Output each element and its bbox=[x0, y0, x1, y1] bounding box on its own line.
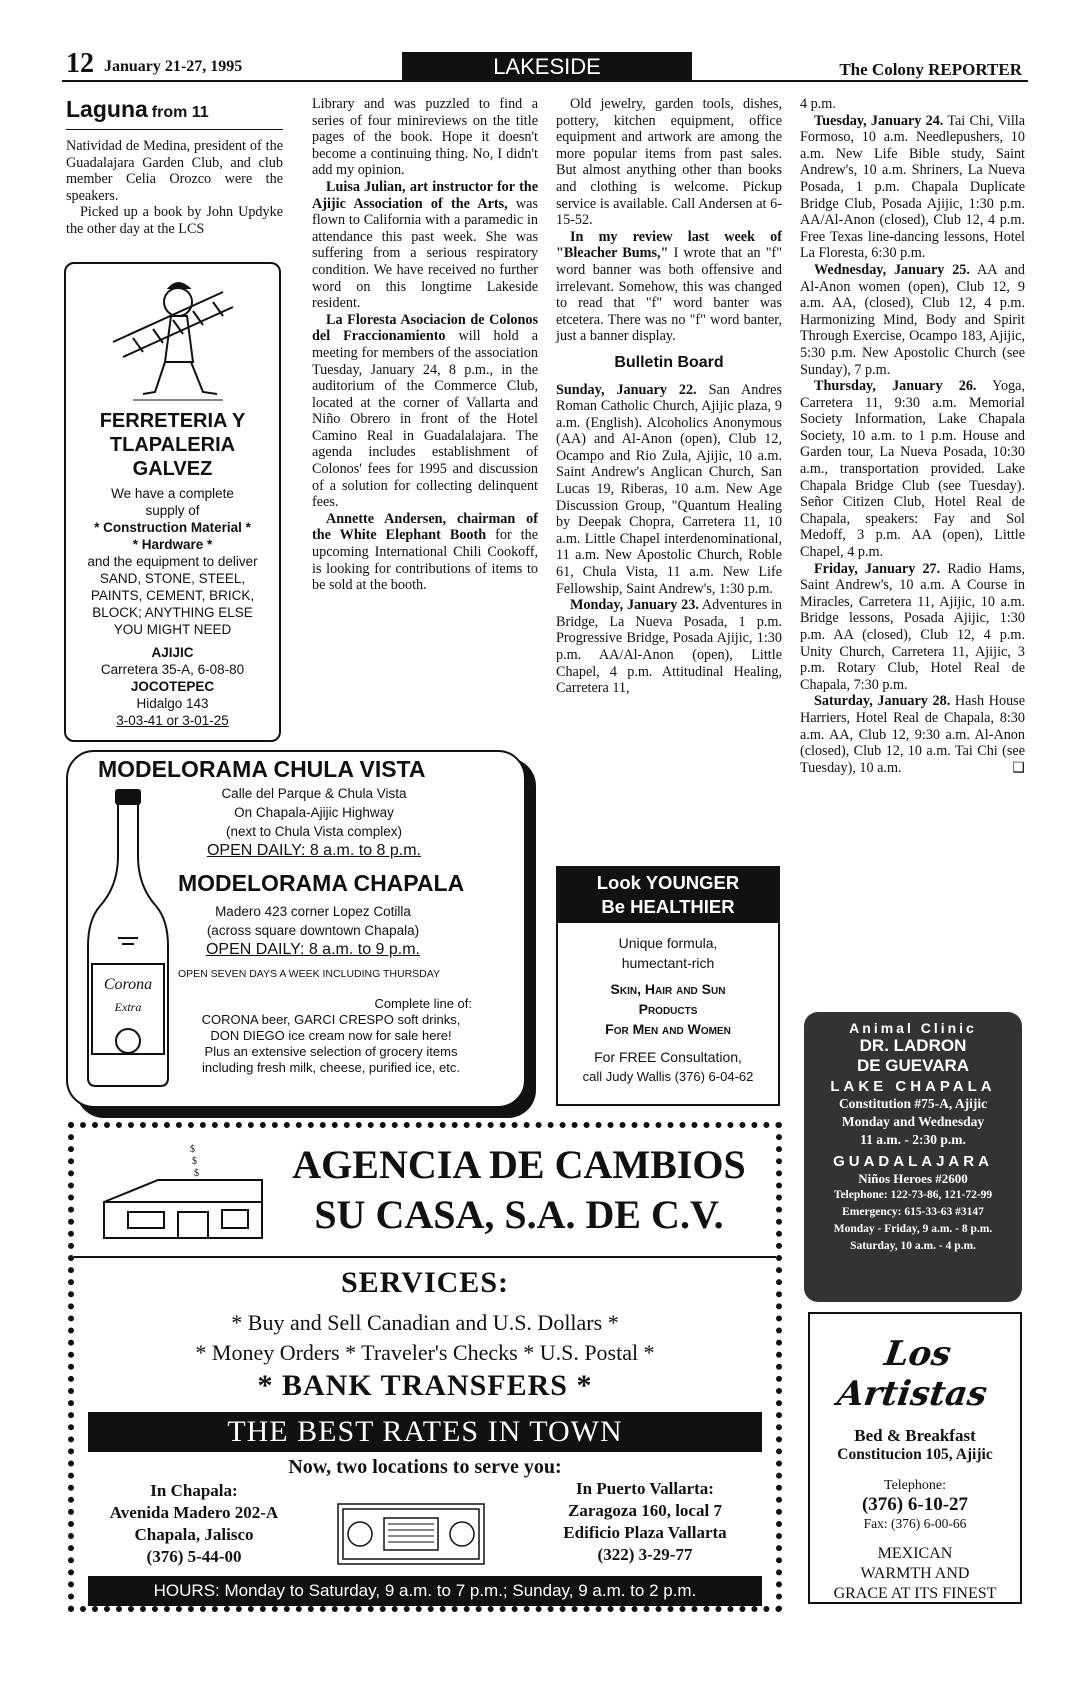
paragraph bbox=[800, 113, 1025, 262]
ad-line: Telephone: bbox=[884, 1478, 946, 1493]
body-text: Tai Chi, Villa Formoso, 10 a.m. Needlepushers, 10 a.m. New Life Bible study, Saint Andrew's, 10 a.m. Shriners, La Nueva Posada, 1 p.m. Chapala Duplicate Bridge Club, Posada Ajijic, 1:30 p.m. AA/Al-Anon (closed), Club 12, 4 p.m. Free Texas line-dancing lessons, Hotel La Floresta, 6:30 p.m. bbox=[800, 112, 1025, 262]
address-line: Chapala, Jalisco bbox=[134, 1525, 254, 1544]
ad-line: PAINTS, CEMENT, BRICK, bbox=[90, 588, 255, 603]
locations-intro: Now, two locations to serve you: bbox=[288, 1456, 562, 1478]
store-name-line: GALVEZ bbox=[132, 458, 213, 480]
ad-line: Constitution #75-A, Ajijic bbox=[838, 1096, 988, 1111]
body-text: for the upcoming International Chili Cookoff, is looking for contributions of items to be sold at the booth. bbox=[312, 527, 539, 594]
column-2 bbox=[312, 96, 538, 594]
ad-line: 3-03-41 or 3-01-25 bbox=[116, 713, 229, 728]
lead-text: Annette Andersen, chairman of the White Elephant Booth bbox=[312, 510, 538, 544]
agency-name bbox=[274, 1140, 764, 1240]
ad-line: Niños Heroes #2600 bbox=[858, 1171, 968, 1186]
lead-text: Monday, January 23. bbox=[570, 597, 699, 614]
ad-line: Products bbox=[638, 1001, 698, 1017]
ad-line: including fresh milk, cheese, purified ice, etc. bbox=[202, 1060, 460, 1075]
lead-text: In my review last week of "Bleacher Bums," bbox=[556, 228, 782, 262]
ad-line: Bed & Breakfast bbox=[854, 1426, 976, 1445]
open-days: OPEN SEVEN DAYS A WEEK INCLUDING THURSDAY bbox=[178, 968, 440, 980]
lead-text: Sunday, January 22. bbox=[556, 381, 697, 398]
body-text: was flown to California with a paramedic in attendance this past week. She was suffering from a serious respiratory condition. We have received no further word on this longtime Lakeside resident. bbox=[312, 195, 538, 312]
agency-name-line: AGENCIA DE CAMBIOS bbox=[292, 1142, 746, 1187]
body-text: AA and Al-Anon women (open), Club 12, 9 a.m. AA, (closed), Club 12, 4 p.m. Harmonizing Mind, Body and Spirit Through Exercise, Ocampo 183, Ajijic, 5:30 p.m. New Apostolic Church (see Sunday), 7 p.m. bbox=[800, 261, 1025, 378]
ad-line: * Construction Material * bbox=[94, 520, 251, 535]
paragraph bbox=[556, 229, 782, 345]
page-header bbox=[62, 48, 1028, 82]
ad-line: BLOCK; ANYTHING ELSE bbox=[92, 605, 253, 620]
product-list bbox=[174, 996, 488, 1076]
ad-line: LAKE CHAPALA bbox=[830, 1078, 996, 1095]
hours-banner: HOURS: Monday to Saturday, 9 a.m. to 7 p.m.; Sunday, 9 a.m. to 2 p.m. bbox=[88, 1576, 762, 1606]
column-1 bbox=[66, 96, 283, 238]
address-line: (322) 3-29-77 bbox=[597, 1545, 693, 1564]
ad-line: OPEN DAILY: 8 a.m. to 8 p.m. bbox=[206, 842, 421, 859]
ad-line: WARMTH AND bbox=[860, 1565, 970, 1582]
house-icon bbox=[98, 1142, 268, 1252]
ad-line: Constitucion 105, Ajijic bbox=[837, 1446, 993, 1463]
services-title: SERVICES: bbox=[341, 1266, 509, 1299]
address-line: In Puerto Vallarta: bbox=[576, 1479, 714, 1498]
best-rates-banner: THE BEST RATES IN TOWN bbox=[88, 1412, 762, 1452]
paragraph bbox=[556, 597, 782, 697]
paragraph: Library and was puzzled to find a series of four minireviews on the title pages of the book. Hope it doesn't become a continuing thing. No, I didn't add my opinion. bbox=[312, 96, 538, 179]
lead-text: Thursday, January 26. bbox=[814, 378, 977, 395]
ad-line: 11 a.m. - 2:30 p.m. bbox=[860, 1132, 966, 1147]
ad-line: Unique formula, bbox=[618, 935, 718, 951]
ad-line: AJIJIC bbox=[151, 645, 194, 660]
heading-title: Laguna bbox=[66, 96, 148, 122]
paragraph bbox=[312, 179, 538, 312]
store-name-line: FERRETERIA Y bbox=[99, 410, 246, 432]
ad-line: humectant-rich bbox=[621, 955, 715, 971]
ad-line: Complete line of: bbox=[374, 996, 472, 1011]
heading-suffix: from 11 bbox=[151, 104, 209, 121]
ad-line: DON DIEGO ice cream now for sale here! bbox=[210, 1028, 452, 1043]
column-3 bbox=[556, 96, 782, 697]
ad-line: CORONA beer, GARCI CRESPO soft drinks, bbox=[201, 1012, 461, 1027]
paragraph bbox=[556, 382, 782, 598]
divider bbox=[74, 1256, 776, 1258]
ad-line: (next to Chula Vista complex) bbox=[225, 824, 403, 839]
ad-line: * Hardware * bbox=[132, 537, 213, 552]
store-name-line: TLAPALERIA bbox=[109, 434, 236, 456]
lead-text: Wednesday, January 25. bbox=[814, 261, 970, 278]
lead-text: La Floresta Asociacion de Colonos del Fraccionamiento bbox=[312, 311, 538, 345]
ad-line: For Men and Women bbox=[605, 1021, 731, 1037]
modelorama-title-2: MODELORAMA CHAPALA bbox=[178, 870, 465, 896]
ad-line: On Chapala-Ajijic Highway bbox=[234, 805, 394, 820]
body-text: I wrote that an "f" word banner was both offensive and irrelevant. Somehow, this was changed to read that "f" word banter was etcetera. There was no "f" word banter, just a banner display. bbox=[556, 245, 783, 345]
ad-line: MEXICAN bbox=[877, 1545, 953, 1562]
address-line: Edificio Plaza Vallarta bbox=[563, 1523, 727, 1542]
body-text: will hold a meeting for members of the association Tuesday, January 24, 8 p.m., in the auditorium of the Commerce Club, located at the corner of Vallarta and Niño Obrero in front of the Hotel Camino Real in Guadalalajara. The agenda includes establishment of Colonos' fees for 1995 and discussion of a solution for collecting delinquent fees. bbox=[312, 328, 539, 511]
ad-banner bbox=[558, 868, 778, 923]
paper-name: The Colony REPORTER bbox=[839, 60, 1022, 79]
page-number: 12 bbox=[66, 48, 94, 79]
column-4 bbox=[800, 96, 1025, 776]
body-text: Yoga, Carretera 11, 9:30 a.m. Memorial Society Information, Lake Chapala Society, 10 a.m. to 1 p.m. House and Garden tour, La Nueva Posada, 10:30 a.m., transportation provided. Lake Chapala Bridge Club (see Tuesday). Señor Citizen Club, Hotel Real de Chapala, speakers: Fay and Sol Medoff, 3 p.m. AA (open), Little Chapel, 4 p.m. bbox=[800, 378, 1025, 561]
location-1 bbox=[184, 784, 444, 860]
service-item: * Money Orders * Traveler's Checks * U.S. Postal * bbox=[195, 1340, 655, 1365]
ad-line: (across square downtown Chapala) bbox=[206, 923, 420, 938]
artistas-logo: Los Artistas bbox=[834, 1334, 990, 1414]
ad-line: Calle del Parque & Chula Vista bbox=[221, 786, 407, 801]
paragraph bbox=[800, 378, 1025, 561]
ad-line: Emergency: 615-33-63 #3147 bbox=[842, 1206, 984, 1218]
ad-line: Fax: (376) 6-00-66 bbox=[863, 1516, 967, 1531]
bottle-label-brand: Corona bbox=[103, 976, 153, 993]
ad-line: GRACE AT ITS FINEST bbox=[833, 1585, 997, 1602]
article-heading bbox=[66, 96, 283, 130]
service-item: * Buy and Sell Canadian and U.S. Dollars * bbox=[231, 1310, 619, 1335]
dollar-sign-icon: $ bbox=[194, 1168, 199, 1179]
ad-line: Animal Clinic bbox=[849, 1020, 977, 1036]
agency-name-line: SU CASA, S.A. DE C.V. bbox=[314, 1192, 724, 1237]
ad-line: OPEN DAILY: 8 a.m. to 9 p.m. bbox=[205, 941, 420, 958]
ad-line: SAND, STONE, STEEL, bbox=[99, 571, 246, 586]
body-text: Adventures in Bridge, La Nueva Posada, 1 p.m. Progressive Bridge, Posada Ajijic, 1:30 p.m. AA/Al-Anon (open), Little Chapel, 4 p.m. Attitudinal Healing, Carretera 11, bbox=[556, 597, 782, 697]
ad-line: Skin, Hair and Sun bbox=[610, 981, 726, 997]
ad-line: (376) 6-10-27 bbox=[861, 1494, 969, 1515]
modelorama-title-1: MODELORAMA CHULA VISTA bbox=[98, 756, 426, 782]
address-line: Zaragoza 160, local 7 bbox=[568, 1501, 722, 1520]
ad-line: GUADALAJARA bbox=[833, 1153, 993, 1170]
paragraph: Picked up a book by John Updyke the other day at the LCS bbox=[66, 204, 283, 237]
ad-line: and the equipment to deliver bbox=[87, 554, 258, 569]
ad-line: Hidalgo 143 bbox=[136, 696, 209, 711]
body-text: Radio Hams, Saint Andrew's, 10 a.m. A Course in Miracles, Carretera 11, Ajijic, 10 a.m. Bridge lessons, Posada Ajijic, 1:30 p.m. AA (closed), Club 12, 4 p.m. Unity Church, Carretera 11, Ajijic, 3 p.m. Rotary Club, Hotel Real de Chapala, 7:30 p.m. bbox=[800, 560, 1026, 693]
ad-line: JOCOTEPEC bbox=[130, 679, 215, 694]
bulletin-heading: Bulletin Board bbox=[614, 353, 724, 371]
store-name bbox=[66, 409, 279, 481]
ad-copy bbox=[66, 485, 279, 729]
ad-line: Monday and Wednesday bbox=[841, 1114, 985, 1129]
paragraph bbox=[312, 312, 538, 511]
address-line: (376) 5-44-00 bbox=[146, 1547, 242, 1566]
lead-text: Friday, January 27. bbox=[814, 560, 941, 577]
article-text bbox=[66, 138, 283, 238]
ad-agencia-cambios bbox=[68, 1122, 782, 1612]
paragraph bbox=[312, 511, 538, 594]
section-banner bbox=[402, 52, 692, 82]
paragraph: 4 p.m. bbox=[800, 96, 836, 112]
ad-line: YOU MIGHT NEED bbox=[113, 622, 232, 637]
ad-line: Be HEALTHIER bbox=[601, 896, 735, 917]
address-line: Avenida Madero 202-A bbox=[109, 1503, 279, 1522]
dollar-sign-icon: $ bbox=[190, 1144, 195, 1155]
ad-line: DE GUEVARA bbox=[856, 1056, 970, 1075]
ad-look-younger bbox=[556, 866, 780, 1106]
ad-line: For FREE Consultation, bbox=[594, 1049, 742, 1065]
ad-line: Monday - Friday, 9 a.m. - 8 p.m. bbox=[833, 1223, 993, 1235]
paragraph bbox=[800, 561, 1025, 694]
lead-text: Saturday, January 28. bbox=[814, 693, 951, 710]
ad-modelorama bbox=[66, 750, 526, 1108]
ad-line: DR. LADRON bbox=[859, 1036, 967, 1055]
paragraph bbox=[800, 693, 1025, 776]
ad-line: We have a complete bbox=[111, 486, 234, 501]
end-mark-icon: ❑ bbox=[1012, 759, 1025, 776]
ad-animal-clinic bbox=[804, 1012, 1022, 1302]
ad-line: Telephone: 122-73-86, 121-72-99 bbox=[833, 1189, 993, 1201]
body-text: Hash House Harriers, Hotel Real de Chapala, 8:30 a.m. AA, Club 12, 9:30 a.m. Al-Anon (closed), Club 12, 10 a.m. Tai Chi (see Tuesday), 10 a.m. bbox=[800, 693, 1025, 776]
ad-line: Madero 423 corner Lopez Cotilla bbox=[215, 904, 411, 919]
ad-line: Look YOUNGER bbox=[596, 872, 740, 893]
location-chapala bbox=[84, 1480, 304, 1568]
ad-ferreteria bbox=[64, 262, 281, 742]
service-item: * BANK TRANSFERS * bbox=[257, 1369, 593, 1402]
corona-bottle-icon bbox=[78, 786, 178, 1091]
location-vallarta bbox=[530, 1478, 760, 1566]
paragraph: Natividad de Medina, president of the Guadalajara Garden Club, and club member Celia Orozco were the speakers. bbox=[66, 138, 283, 204]
address-line: In Chapala: bbox=[150, 1481, 238, 1500]
ad-line: Carretera 35-A, 6-08-80 bbox=[100, 662, 245, 677]
issue-date: January 21-27, 1995 bbox=[104, 58, 243, 75]
section-title: LAKESIDE bbox=[493, 54, 601, 79]
ad-copy bbox=[558, 933, 778, 1087]
paragraph bbox=[800, 262, 1025, 378]
paragraph: Old jewelry, garden tools, dishes, pottery, kitchen equipment, office equipment and artwork are among the more popular items from past sales. But almost anything other than books and clothing is welcome. Pickup service is available. Call Andersen at 6-15-52. bbox=[556, 96, 782, 229]
bottle-label-extra: Extra bbox=[114, 1000, 142, 1014]
ad-line: call Judy Wallis (376) 6-04-62 bbox=[582, 1069, 754, 1084]
ad-los-artistas bbox=[808, 1312, 1022, 1604]
worker-illustration bbox=[73, 272, 273, 407]
body-text: San Andres Roman Catholic Church, Ajijic plaza, 9 a.m. (English). Alcoholics Anonymous (AA) and Al-Anon (open), Club 12, Ocampo and Rio Zula, Ajijic, 10 a.m. Saint Andrew's Anglican Church, San Lucas 19, Riberas, 10 a.m. New Age Discussion Group, "Quantum Healing by Deepak Chopra, Carretera 11, 10 a.m. Little Chapel interdenominational, 11 a.m. New Apostolic Church, Roble 61, Chula Vista, 11 a.m. New Life Fellowship, Saint Andrew's, 1:30 p.m. bbox=[556, 381, 782, 597]
ad-line: Plus an extensive selection of grocery items bbox=[204, 1044, 458, 1059]
services-list bbox=[74, 1308, 776, 1404]
ad-line: Saturday, 10 a.m. - 4 p.m. bbox=[850, 1240, 976, 1252]
location-2 bbox=[178, 902, 448, 959]
banknote-icon bbox=[336, 1502, 486, 1566]
dollar-sign-icon: $ bbox=[192, 1156, 197, 1167]
lead-text: Luisa Julian, art instructor for the Ajijic Association of the Arts, bbox=[312, 178, 538, 212]
ad-line: supply of bbox=[145, 503, 200, 518]
lead-text: Tuesday, January 24. bbox=[814, 112, 944, 129]
